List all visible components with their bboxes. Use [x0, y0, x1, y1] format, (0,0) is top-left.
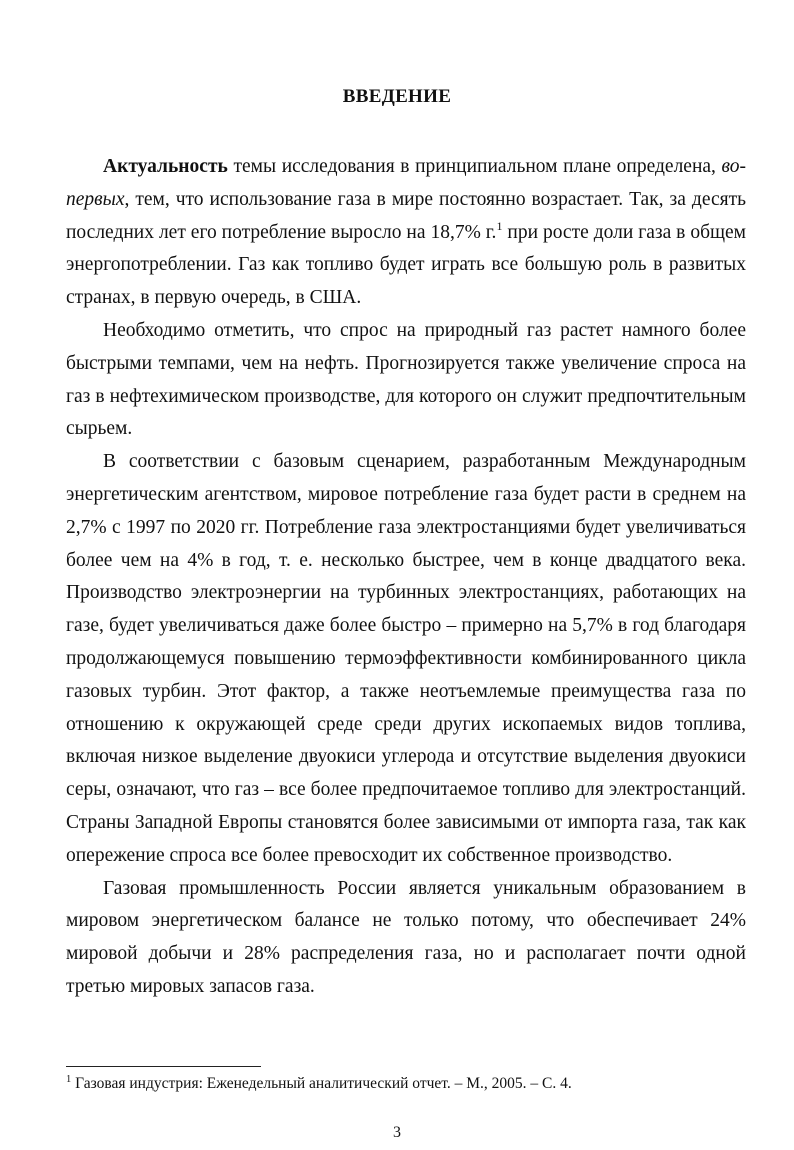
paragraph-scenario: В соответствии с базовым сценарием, разработанным Международным энергетическим агентством, мировое потребление газа будет расти в среднем на 2,7% с 1997 по 2020 гг. Потребление газа электростанциями будет увеличиваться более чем на 4% в год, т. е. несколько быстрее, чем в конце двадцатого века. Производство электроэнергии на турбинных электростанциях, работающих на газе, будет увеличиваться даже более быстро – примерно на 5,7% в год благодаря продолжающемуся повышению термоэффективности комбинированного цикла газовых турбин. Этот фактор, а также неотъемлемые преимущества газа по отношению к окружающей среде среди других ископаемых видов топлива, включая низкое выделение двуокиси углерода и отсутствие выделения двуокиси серы, означают, что газ – все более предпочитаемое топливо для электростанций. Страны Западной Европы становятся более зависимыми от импорта газа, так как опережение спроса все более превосходит их собственное производство. [66, 451, 746, 866]
paragraph-text: , тем, что использование газа в мире постоянно возрастает. Так, за десять последних лет его потребление выросло на 18,7% г. [66, 188, 746, 243]
paragraph-russia: Газовая промышленность России является уникальным образованием в мировом энергетическом балансе не только потому, что обеспечивает 24% мировой добычи и 28% распределения газа, но и располагает почти одной третью мировых запасов газа. [66, 877, 746, 997]
footnote-divider [66, 1066, 261, 1067]
italic-term: во-первых [66, 156, 746, 210]
body-text [66, 151, 746, 1004]
lead-term: Актуальность [103, 156, 228, 177]
paragraph-text: темы исследования в принципиальном плане определена, [227, 156, 722, 177]
footnote-reference: 1 [496, 218, 503, 233]
page-number: 3 [393, 1124, 401, 1141]
paragraph-demand: Необходимо отметить, что спрос на природный газ растет намного более быстрыми темпами, чем на нефть. Прогнозируется также увеличение спроса на газ в нефтехимическом производстве, для которого он служит предпочтительным сырьем. [66, 319, 746, 440]
footnote-text: Газовая индустрия: Еженедельный аналитический отчет. – М., 2005. – С. 4. [71, 1075, 572, 1092]
section-heading: ВВЕДЕНИЕ [342, 86, 452, 107]
paragraph-text: при росте доли газа в общем энергопотреблении. Газ как топливо будет играть все большую роль в развитых странах, в первую очередь, в США. [66, 221, 747, 309]
footnote [66, 1074, 746, 1094]
footnote-mark: 1 [66, 1074, 72, 1085]
paragraph-relevance [66, 151, 746, 315]
